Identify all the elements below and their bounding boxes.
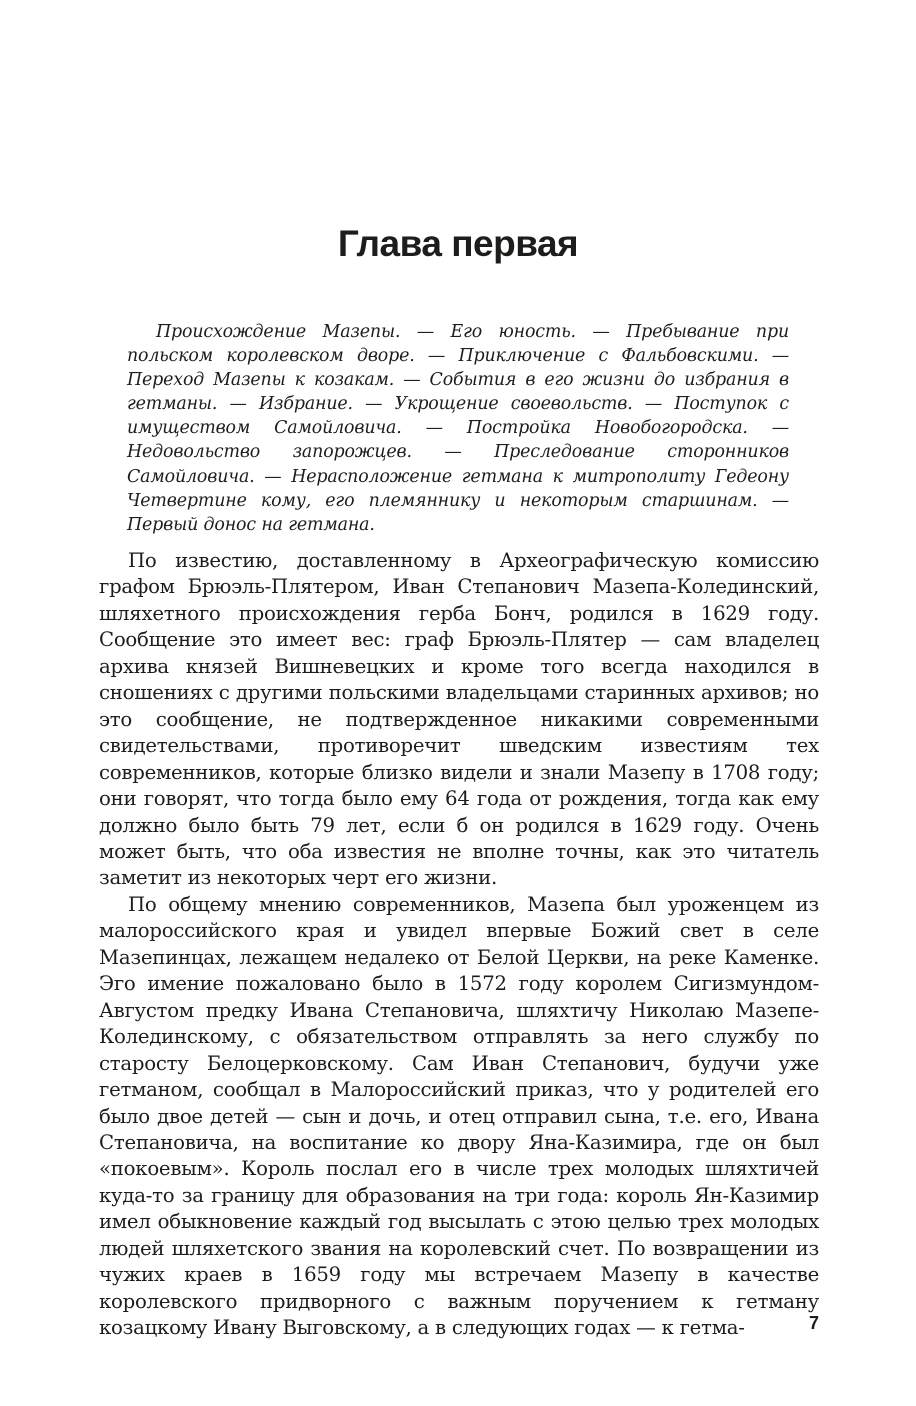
paragraph: По известию, доставленному в Археографическую комиссию графом Брюэль-Плятером, Иван Степанович Мазепа-Колединский, шляхетного происхождения герба Бонч, родился в 1629 году. Сообщение это имеет вес: граф Брюэль-Плятер — сам владелец архива князей Вишневецких и кроме того всегда находился в сношениях с другими польскими владельцами старинных архивов; но это сообщение, не подтвержденное никакими современными свидетельствами, противоречит шведским известиям тех современников, которые близко видели и знали Мазепу в 1708 году; они говорят, что тогда было ему 64 года от рождения, тогда как ему должно было быть 79 лет, если б он родился в 1629 году. Очень может быть, что оба известия не вполне точны, как это читатель заметит из некоторых черт его жизни.: [99, 549, 819, 890]
page-number: 7: [808, 1313, 819, 1333]
chapter-title: Глава первая: [337, 223, 579, 264]
body-text: [99, 548, 819, 1342]
chapter-summary: Происхождение Мазепы. — Его юность. — Пребывание при польском королевском дворе. — Приключение с Фальбовскими. — Переход Мазепы к козакам. — События в его жизни до избрания в гетманы. — Избрание. — Укрощение своевольств. — Поступок с имуществом Самойловича. — Постройка Новобогородска. — Недовольство запорожцев. — Преследование сторонников Самойловича. — Нерасположение гетмана к митрополиту Гедеону Четвертине кому, его племяннику и некоторым старшинам. — Первый донос на гетмана.: [127, 322, 789, 535]
paragraph: По общему мнению современников, Мазепа был уроженцем из малороссийского края и увидел впервые Божий свет в селе Мазепинцах, лежащем недалеко от Белой Церкви, на реке Каменке. Эго имение пожаловано было в 1572 году королем Сигизмундом-Августом предку Ивана Степановича, шляхтичу Николаю Мазепе-Колединскому, с обязательством отправлять за него службу по старосту Белоцерковскому. Сам Иван Степанович, будучи уже гетманом, сообщал в Малороссийский приказ, что у родителей его было двое детей — сын и дочь, и отец отправил сына, т.е. его, Ивана Степановича, на воспитание ко двору Яна-Казимира, где он был «покоевым». Король послал его в числе трех молодых шляхтичей куда-то за границу для образования на три года: король Ян-Казимир имел обыкновение каждый год высылать с этою целью трех молодых людей шляхетского звания на королевский счет. По возвращении из чужих краев в 1659 году мы встречаем Мазепу в качестве королевского придворного с важным поручением к гетману козацкому Ивану Выговскому, а в следующих годах — к гетма-: [99, 892, 819, 1340]
